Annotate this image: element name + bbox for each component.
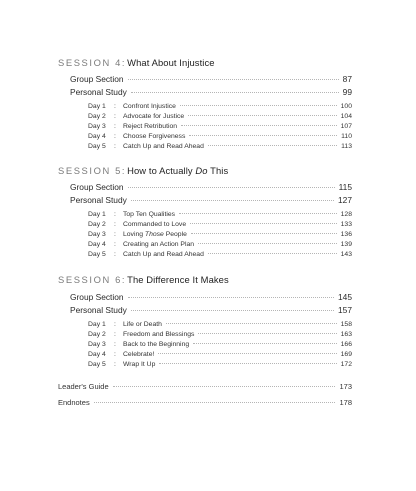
toc-entry-leaders-guide[interactable]: Leader's Guide 173 xyxy=(58,382,352,391)
dot-leader xyxy=(128,297,334,298)
toc-entry-day[interactable]: Day 3 : Back to the Beginning 166 xyxy=(88,341,352,348)
dot-leader xyxy=(208,145,337,146)
dot-leader xyxy=(128,187,335,188)
dot-leader xyxy=(190,223,337,224)
dot-leader xyxy=(131,200,334,201)
toc-entry-group-section[interactable]: Group Section 87 xyxy=(70,74,352,84)
toc-entry-personal-study[interactable]: Personal Study 157 xyxy=(70,305,352,315)
toc-entry-day[interactable]: Day 4 : Creating an Action Plan 139 xyxy=(88,241,352,248)
dot-leader xyxy=(198,243,337,244)
dot-leader xyxy=(158,353,336,354)
toc-entry-endnotes[interactable]: Endnotes 178 xyxy=(58,398,352,407)
toc-entry-day[interactable]: Day 3 : Reject Retribution 107 xyxy=(88,123,352,130)
dot-leader xyxy=(166,323,337,324)
toc-entry-group-section[interactable]: Group Section 145 xyxy=(70,292,352,302)
dot-leader xyxy=(131,310,334,311)
dot-leader xyxy=(189,135,337,136)
dot-leader xyxy=(94,402,336,403)
dot-leader xyxy=(159,363,336,364)
dot-leader xyxy=(180,105,337,106)
toc-entry-day[interactable]: Day 5 : Catch Up and Read Ahead 143 xyxy=(88,251,352,258)
dot-leader xyxy=(198,333,336,334)
dot-leader xyxy=(188,115,336,116)
toc-entry-day[interactable]: Day 5 : Catch Up and Read Ahead 113 xyxy=(88,143,352,150)
toc-entry-personal-study[interactable]: Personal Study 127 xyxy=(70,195,352,205)
dot-leader xyxy=(193,343,337,344)
toc-entry-day[interactable]: Day 1 : Top Ten Qualities 128 xyxy=(88,211,352,218)
toc-entry-day[interactable]: Day 1 : Life or Death 158 xyxy=(88,321,352,328)
session-4-heading: SESSION 4: What About Injustice xyxy=(58,57,215,68)
dot-leader xyxy=(128,79,339,80)
session-6-heading: SESSION 6: The Difference It Makes xyxy=(58,274,229,285)
toc-entry-day[interactable]: Day 3 : Loving Those People 136 xyxy=(88,231,352,238)
dot-leader xyxy=(208,253,337,254)
toc-entry-day[interactable]: Day 1 : Confront Injustice 100 xyxy=(88,103,352,110)
toc-entry-day[interactable]: Day 4 : Choose Forgiveness 110 xyxy=(88,133,352,140)
dot-leader xyxy=(191,233,337,234)
toc-entry-personal-study[interactable]: Personal Study 99 xyxy=(70,87,352,97)
toc-entry-day[interactable]: Day 2 : Commanded to Love 133 xyxy=(88,221,352,228)
dot-leader xyxy=(181,125,337,126)
dot-leader xyxy=(179,213,337,214)
dot-leader xyxy=(113,386,336,387)
toc-entry-day[interactable]: Day 2 : Freedom and Blessings 163 xyxy=(88,331,352,338)
toc-entry-day[interactable]: Day 4 : Celebrate! 169 xyxy=(88,351,352,358)
session-5-heading: SESSION 5: How to Actually Do This xyxy=(58,165,229,176)
dot-leader xyxy=(131,92,339,93)
toc-entry-group-section[interactable]: Group Section 115 xyxy=(70,182,352,192)
toc-entry-day[interactable]: Day 2 : Advocate for Justice 104 xyxy=(88,113,352,120)
toc-entry-day[interactable]: Day 5 : Wrap It Up 172 xyxy=(88,361,352,368)
